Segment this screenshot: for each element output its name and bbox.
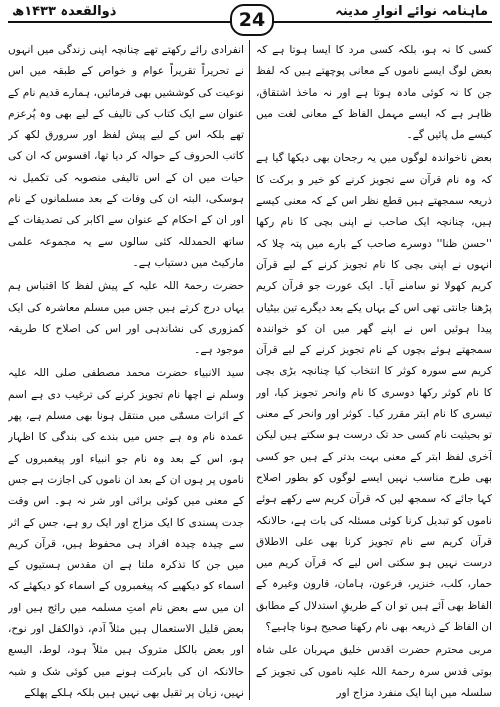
right-column bbox=[256, 40, 492, 702]
paragraph: انفرادی رائے رکھتے تھے چنانچہ اپنی زندگی میں انہوں نے تحریراً تقریراً عوام و خواص کے طبقہ میں اس نوعیت کی کوششیں بھی فرمائیں، ہمارے قدیم نام کے عنوان سے ایک کتاب کی تالیف کے لیے بھی وہ پُرعزم تھے بلکہ اس کے لیے پیش لفظ اور سرورق لکھ کر کاتب الحروف کے حوالہ کر دیا تھا، افسوس کہ ان کی حیات میں ان کے اس تالیفی منصوبہ کی تکمیل نہ ہوسکی، البتہ ان کی وفات کے بعد مسلمانوں کے نام اور ان کے احکام کے عنوان سے اکابر کی تصدیقات کے ساتھ الحمدللہ کئی سالوں سے یہ مجموعہ علمی مارکیٹ میں دستیاب ہے۔ bbox=[8, 44, 244, 269]
paragraph: کسی کا نہ ہو، بلکہ کسی مرد کا ایسا ہوتا ہے کہ بعض لوگ ایسے ناموں کے معانی پوچھتے ہیں کہ لفظ جن کا نہ کوئی مادہ ہوتا ہے اور نہ ماخذ اشتقاق، ظاہر ہے کہ ایسے مہمل الفاظ کے معانی لغت میں کیسے مل پائیں گے۔ bbox=[256, 44, 492, 142]
column-divider bbox=[249, 40, 250, 700]
left-column bbox=[8, 40, 244, 702]
page-header bbox=[8, 4, 492, 34]
paragraph: مربی محترم حضرت اقدس خلیق مہربان علی شاہ بوتی قدس سرہ رحمۃ اللہ علیہ ناموں کی تجویز کے سلسلہ میں اپنا ایک منفرد مزاج اور bbox=[256, 644, 492, 699]
page-number-badge: 24 bbox=[230, 4, 274, 36]
paragraph: سید الانبیاء حضرت محمد مصطفی صلی اللہ علیہ وسلم نے اچھا نام تجویز کرنے کی ترغیب دی ہے اسم کے اثرات مسمّٰی میں منتقل ہونا بھی مسلم ہے، پھر عمدہ نام وہ ہے جس میں بندے کی بندگی کا اظہار ہو، اس کے بعد وہ نام جو انبیاء اور پیغمبروں کے ناموں پر ہوں ان کے بعد ان ناموں کی اجازت ہے جس کے معنی میں کوئی برائی اور شر نہ ہو۔ اس وقت جدت پسندی کا ایک مزاج اور ایک رو ہے، جس کے اثر سے چیدہ چیدہ افراد ہی محفوظ ہیں، قرآن کریم میں جن کا تذکرہ ملتا ہے ان مقدس ہستیوں کے اسماء کو دیکھیے کہ پیغمبروں کے اسماء کو دیکھئے کہ ان میں سے بعض نام امتِ مسلمہ میں رائج ہیں اور بعض قلیل الاستعمال ہیں مثلاً آدم، ذوالکفل اور نوح، اور بعض بالکل متروک ہیں مثلاً ہود، لوط، الیسع حالانکہ ان کی بابرکت ہونے میں کوئی شک و شبہ نہیں، زبان پر ثقیل بھی نہیں ہیں بلکہ ہلکے پھلکے bbox=[8, 367, 244, 699]
magazine-title: ماہنامہ نوائے انوارِ مدینہ bbox=[331, 4, 492, 19]
issue-date: ذوالقعدہ ۱۴۳۳ھ bbox=[8, 4, 120, 19]
paragraph: بعض ناخواندہ لوگوں میں یہ رجحان بھی دیکھا گیا ہے کہ وہ نام قرآن سے تجویز کرنے کو خیر و برکت کا ذریعہ سمجھتے ہیں قطع نظر اس کے کہ معنی کیسے ہیں، چنانچہ ایک صاحب نے اپنی بچی کا نام رکھا ''حسن ظنا'' دوسرے صاحب کے بارے میں پتہ چلا کہ انہوں نے اپنی بچی کا نام تجویز کرنے کے لیے قرآن کریم کھولا تو سامنے آیا۔ ایک عورت جو قرآن کریم پڑھنا جانتی تھی اس کے یہاں یکے بعد دیگرے تین بیٹیاں پیدا ہوئیں اس نے اپنے گھر میں ان کو خوانندہ سمجھتے ہوئے بچوں کے نام تجویز کرنے کے لیے قرآن کریم سے سورہ کوثر کا انتخاب کیا چنانچہ بڑی بچی کا نام کوثر رکھا دوسری کا نام وانحر تجویز کیا، اور تیسری کا نام ابتر مقرر کیا۔ کوثر اور وانحر کے معنی تو بحیثیت نام کسی حد تک درست ہو سکتے ہیں لیکن آخری لفظ ابتر کے معنی بہت بدتر کے ہیں جو کسی بھی طرح مناسب نہیں ایسے لوگوں کو بطور اصلاح کہا جائے کہ سمجھ لیں کہ قرآن کریم سے رکھے ہوئے ناموں کو تبدیل کرنا کوئی مسئلہ کی بات ہے، حالانکہ قرآن کریم سے نام تجویز کرنا بھی علی الاطلاق درست نہیں ہو سکتی اس لیے کہ قرآن کریم میں حمار، کلب، خنزیر، فرعون، ہامان، قارون وغیرہ کے الفاظ بھی آئے ہیں تو ان کے طریقِ استدلال کے مطابق ان الفاظ کے ذریعہ بھی نام رکھنا صحیح ہونا چاہیے؟ bbox=[256, 152, 492, 634]
paragraph: حضرت رحمۃ اللہ علیہ کے پیش لفظ کا اقتباس ہم یہاں درج کرتے ہیں جس میں مسلم معاشرہ کی ایک کمزوری کی نشاندہی اور اس کی اصلاح کا طریقہ موجود ہے۔ bbox=[8, 280, 244, 357]
